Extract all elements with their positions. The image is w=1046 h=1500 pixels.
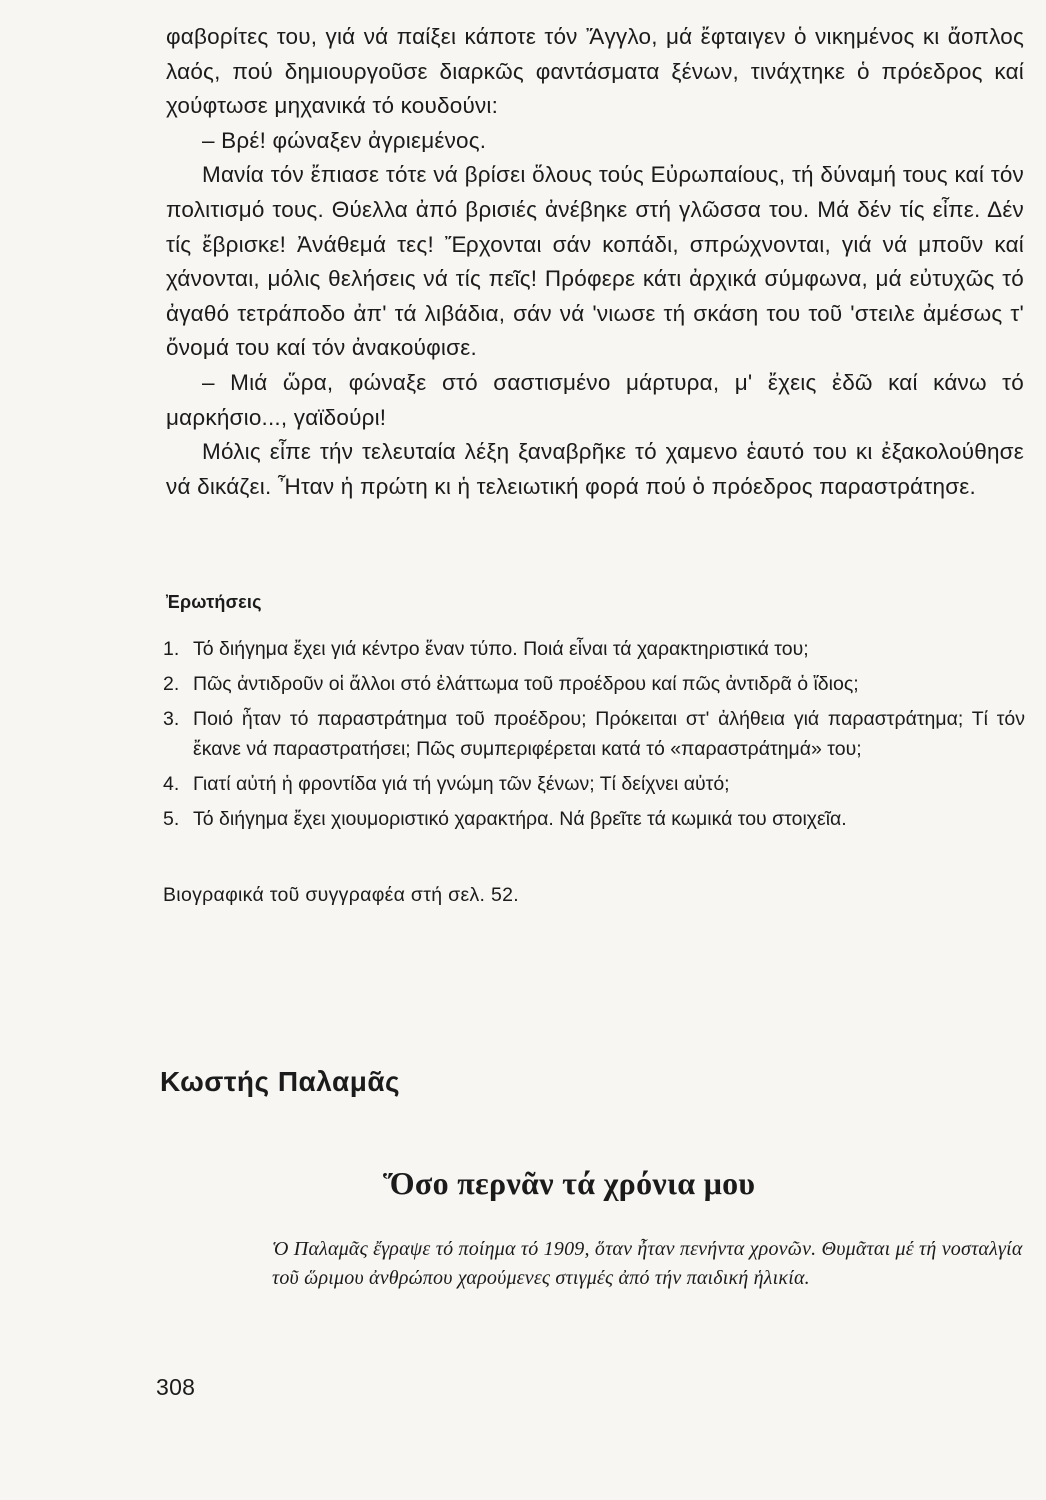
biography-reference: Βιογραφικά τοῦ συγγραφέα στή σελ. 52. — [163, 884, 519, 906]
poem-title: Ὅσο περνᾶν τά χρόνια μου — [383, 1165, 756, 1201]
question-item — [163, 704, 1025, 764]
question-item — [163, 804, 1025, 834]
story-paragraph: φαβορίτες του, γιά νά παίξει κάποτε τόν Ἄγγλο, μά ἔφταιγεν ὁ νικημένος κι ἄοπλος λαός, πού δημιουργοῦσε διαρκῶς φαντάσματα ξένων, τινάχτηκε ὁ πρόεδρος καί χούφτωσε μηχανικά τό κουδούνι: — [166, 24, 1024, 119]
story-paragraph: – Μιά ὥρα, φώναξε στό σαστισμένο μάρτυρα, μ' ἔχεις ἐδῶ καί κάνω τό μαρκήσιο..., γαϊδούρι! — [166, 369, 1024, 430]
question-text: Γιατί αὐτή ἡ φροντίδα γιά τή γνώμη τῶν ξένων; Τί δείχνει αὐτό; — [193, 773, 730, 795]
question-number: 5. — [163, 808, 180, 830]
story-paragraph: Μανία τόν ἔπιασε τότε νά βρίσει ὅλους τούς Εὐρωπαίους, τή δύναμή τους καί τόν πολιτισμό τους. Θύελλα ἀπό βρισιές ἀνέβηκε στή γλῶσσα του. Μά δέν τίς εἶπε. Δέν τίς ἔβρισκε! Ἀνάθεμά τες! Ἔρχονται σάν κοπάδι, σπρώχνονται, γιά νά μποῦν καί χάνονται, μόλις θελήσεις νά τίς πεῖς! Πρόφερε κάτι ἀρχικά σύμφωνα, μά εὐτυχῶς τό ἀγαθό τετράποδο ἀπ' τά λιβάδια, σάν νά 'νιωσε τή σκάση του τοῦ 'στειλε ἀμέσως τ' ὄνομά του καί τόν ἀνακούφισε. — [166, 162, 1024, 361]
question-number: 2. — [163, 673, 180, 695]
question-number: 1. — [163, 638, 180, 660]
question-number: 3. — [163, 708, 180, 730]
question-item — [163, 769, 1025, 799]
story-paragraph: – Βρέ! φώναξεν ἀγριεμένος. — [202, 127, 487, 153]
question-number: 4. — [163, 773, 180, 795]
questions-list — [163, 634, 1025, 839]
question-text: Τό διήγημα ἔχει χιουμοριστικό χαρακτήρα. Νά βρεῖτε τά κωμικά του στοιχεῖα. — [193, 808, 847, 830]
story-paragraph: Μόλις εἶπε τήν τελευταία λέξη ξαναβρῆκε τό χαμενο ἑαυτό του κι ἐξακολούθησε νά δικάζει. Ἦταν ἡ πρώτη κι ἡ τελειωτική φορά πού ὁ πρόεδρος παραστράτησε. — [166, 439, 1024, 499]
question-text: Ποιό ἦταν τό παραστράτημα τοῦ προέδρου; Πρόκειται στ' ἀλήθεια γιά παραστράτημα; Τί τόν ἔκανε νά παραστρατήσει; Πῶς συμπεριφέρεται κατά τό «παραστράτημά» του; — [193, 708, 1025, 760]
story-text — [166, 20, 1024, 504]
questions-heading: Ἐρωτήσεις — [166, 592, 262, 612]
question-item — [163, 669, 1025, 699]
poem-intro: Ὁ Παλαμᾶς ἔγραψε τό ποίημα τό 1909, ὅταν ἦταν πενήντα χρονῶν. Θυμᾶται μέ τή νοσταλγία τοῦ ὥριμου ἀνθρώπου χαρούμενες στιγμές ἀπό τήν παιδική ἡλικία. — [272, 1238, 1023, 1289]
question-text: Πῶς ἀντιδροῦν οἱ ἄλλοι στό ἐλάττωμα τοῦ προέδρου καί πῶς ἀντιδρᾶ ὁ ἴδιος; — [193, 673, 859, 695]
question-item — [163, 634, 1025, 664]
page-number: 308 — [156, 1374, 196, 1400]
question-text: Τό διήγημα ἔχει γιά κέντρο ἕναν τύπο. Ποιά εἶναι τά χαρακτηριστικά του; — [193, 638, 809, 660]
author-name: Κωστής Παλαμᾶς — [160, 1066, 401, 1097]
